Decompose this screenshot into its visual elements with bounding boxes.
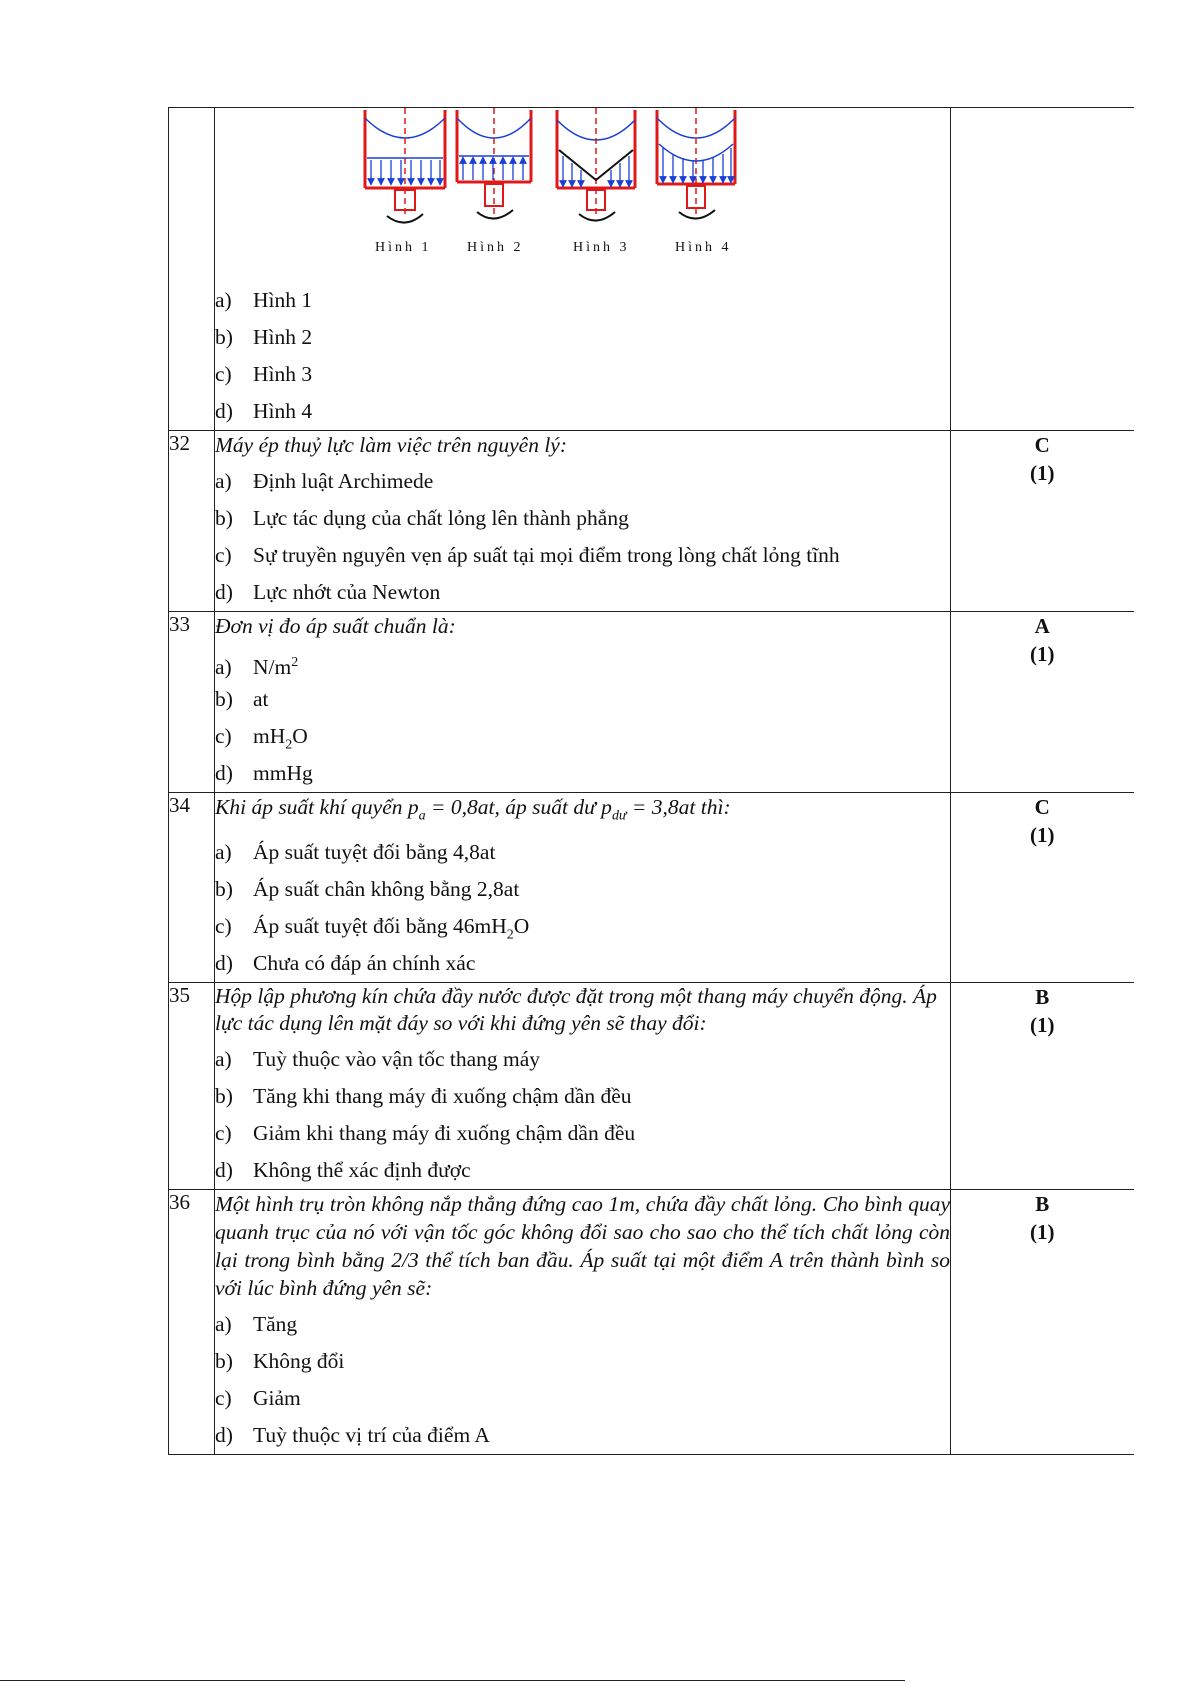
answer-cell (951, 793, 1134, 983)
question-cell (215, 793, 951, 983)
answer-cell (951, 612, 1134, 793)
option-c[interactable]: c) Áp suất tuyệt đối bằng $46mH_2O$ (215, 914, 530, 943)
figure-4 (657, 108, 735, 219)
figure-1 (365, 108, 445, 223)
figure-3 (557, 108, 635, 221)
option-d[interactable]: d) Hình 4 (215, 399, 313, 423)
option-d[interactable]: d) mmHg (215, 761, 313, 785)
question-row-32 (169, 431, 1134, 612)
option-a[interactable]: a) Định luật Archimede (215, 469, 434, 493)
option-c[interactable]: c) Sự truyền nguyên vẹn áp suất tại mọi điểm trong lòng chất lỏng tĩnh (215, 543, 840, 567)
question-cell (215, 983, 951, 1190)
question-cell (215, 612, 951, 793)
answer-points: (1) (1030, 823, 1055, 847)
option-a[interactable]: a) Tăng (215, 1312, 298, 1337)
figure-caption: Hình 3 (573, 240, 630, 255)
question-number: 34 (169, 793, 215, 983)
question-text: Một hình trụ tròn không nắp thẳng đứng cao 1m, chứa đầy chất lỏng. Cho bình quay quanh trục của nó với vận tốc góc không đổi sao cho sao cho thể tích chất lỏng còn lại trong bình bằng 2/3 thể tích ban đầu. Áp suất tại một điểm A trên thành bình so với lúc bình đứng yên sẽ: (215, 1192, 950, 1301)
footer-rule (0, 1680, 905, 1681)
answer-key: B (1035, 985, 1050, 1010)
option-b[interactable]: b) at (215, 687, 269, 711)
option-b[interactable]: b) Áp suất chân không bằng 2,8at (215, 877, 520, 902)
option-c[interactable]: c) Giảm khi thang máy đi xuống chậm dần đều (215, 1121, 636, 1146)
question-number: 33 (169, 612, 215, 793)
question-cell (215, 431, 951, 612)
option-b[interactable]: b) Không đổi (215, 1349, 345, 1374)
question-cell (215, 1190, 951, 1455)
option-c[interactable]: c) Hình 3 (215, 362, 313, 386)
answer-key: B (1035, 1192, 1050, 1217)
question-text: Máy ép thuỷ lực làm việc trên nguyên lý: (215, 433, 567, 457)
answer-key: A (1034, 614, 1050, 638)
question-number: 32 (169, 431, 215, 612)
option-a[interactable]: a) $N/m^2$ (215, 655, 299, 680)
question-table (168, 107, 1134, 1455)
answer-cell (951, 431, 1134, 612)
question-row-31 (169, 108, 1134, 431)
question-row-35 (169, 983, 1134, 1190)
option-a[interactable]: a) Hình 1 (215, 288, 313, 312)
pressure-figures (215, 108, 950, 282)
answer-points: (1) (1030, 642, 1055, 666)
question-number: 36 (169, 1190, 215, 1455)
option-c[interactable]: c) $mH_2O$ (215, 724, 308, 753)
question-cell (215, 108, 951, 431)
option-a[interactable]: a) Áp suất tuyệt đối bằng 4,8at (215, 840, 496, 865)
figure-caption: Hình 4 (675, 240, 732, 255)
question-number: 35 (169, 983, 215, 1190)
figure-caption: Hình 1 (375, 240, 432, 255)
question-text: Khi áp suất khí quyển $p_a = 0,8at$, áp suất dư $p_{dư} = 3,8at$ thì: (215, 795, 731, 824)
answer-points: (1) (1030, 1013, 1055, 1038)
option-a[interactable]: a) Tuỳ thuộc vào vận tốc thang máy (215, 1047, 541, 1072)
option-d[interactable]: d) Lực nhớt của Newton (215, 580, 441, 604)
option-b[interactable]: b) Hình 2 (215, 325, 313, 349)
question-number-cell (169, 108, 215, 431)
question-text: Đơn vị đo áp suất chuẩn là: (215, 614, 456, 638)
option-d[interactable]: d) Chưa có đáp án chính xác (215, 951, 476, 976)
question-text: Hộp lập phương kín chứa đầy nước được đặt trong một thang máy chuyển động. Áp lực tác dụng lên mặt đáy so với khi đứng yên sẽ thay đổi: (215, 984, 937, 1036)
answer-cell (951, 1190, 1134, 1455)
option-d[interactable]: d) Tuỳ thuộc vị trí của điểm A (215, 1423, 490, 1448)
figure-caption: Hình 2 (467, 240, 524, 255)
option-b[interactable]: b) Lực tác dụng của chất lỏng lên thành phẳng (215, 506, 629, 530)
option-c[interactable]: c) Giảm (215, 1386, 301, 1411)
answer-points: (1) (1030, 1220, 1055, 1245)
option-d[interactable]: d) Không thể xác định được (215, 1158, 471, 1183)
answer-points: (1) (1030, 461, 1055, 485)
figure-2 (457, 108, 531, 219)
question-row-36 (169, 1190, 1134, 1455)
answer-cell (951, 983, 1134, 1190)
question-row-34 (169, 793, 1134, 983)
answer-cell (951, 108, 1134, 431)
answer-key: C (1034, 795, 1050, 819)
question-row-33 (169, 612, 1134, 793)
option-b[interactable]: b) Tăng khi thang máy đi xuống chậm dần đều (215, 1084, 632, 1109)
answer-key: C (1034, 433, 1050, 457)
